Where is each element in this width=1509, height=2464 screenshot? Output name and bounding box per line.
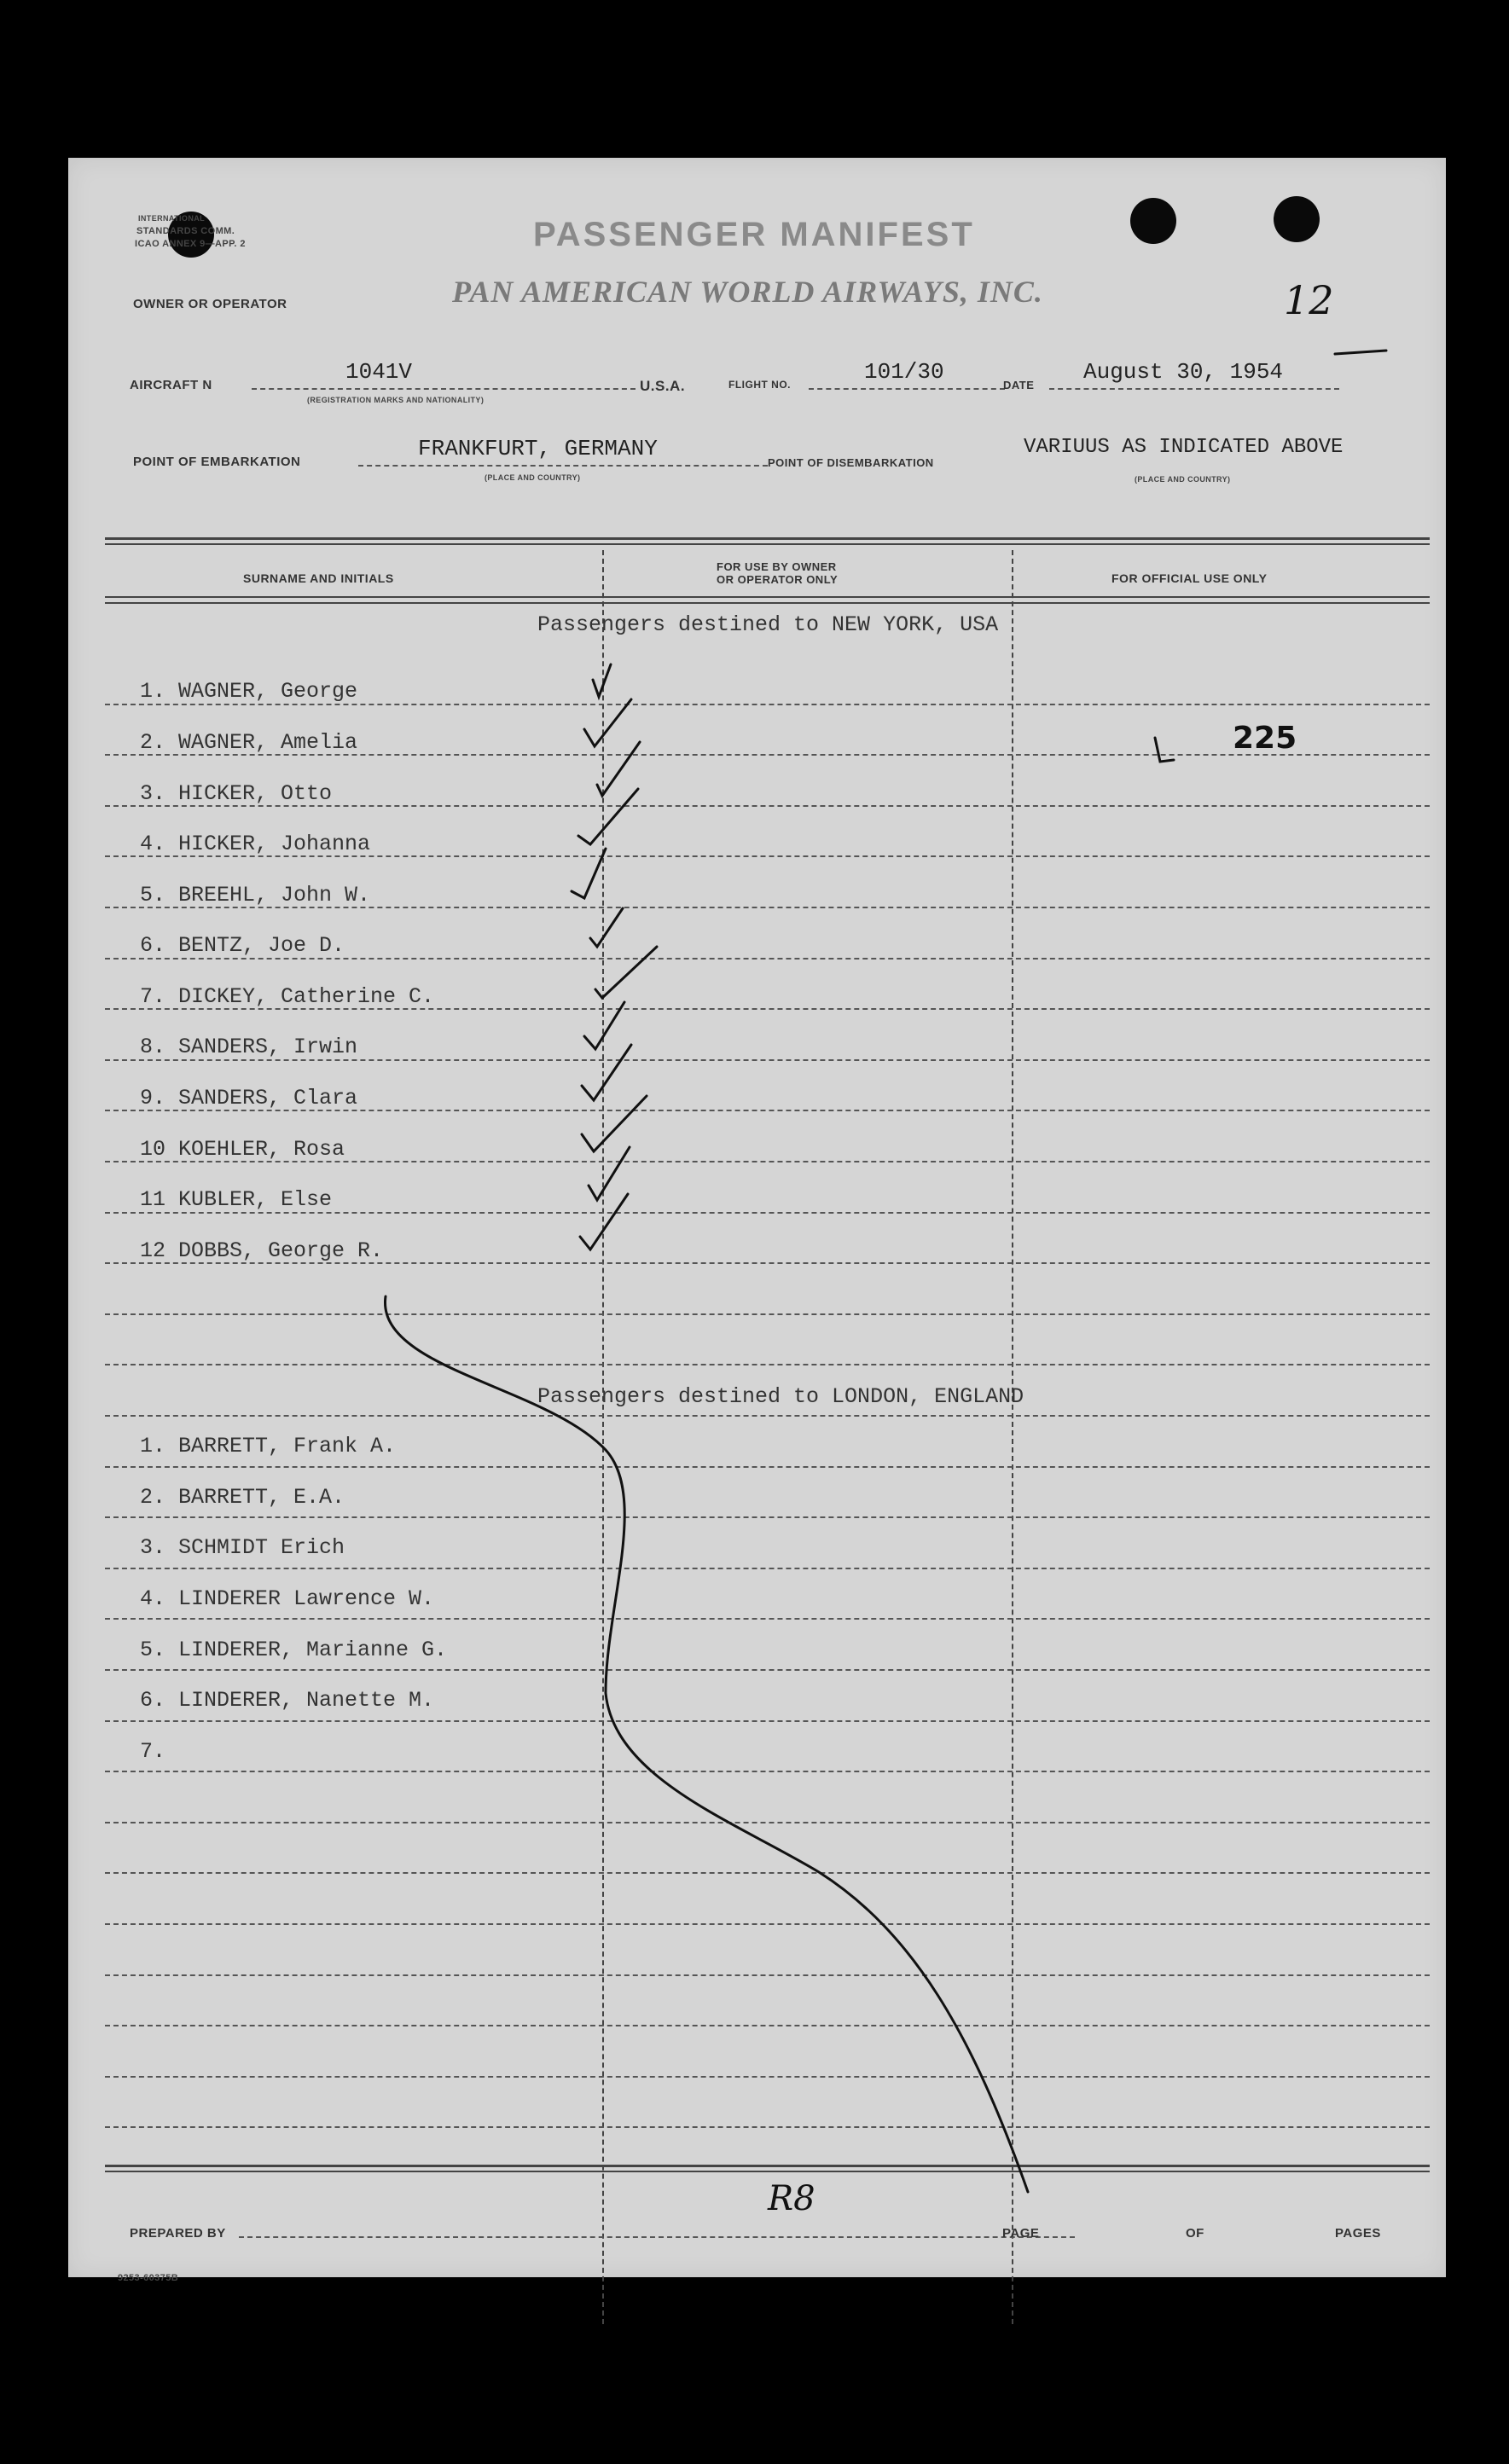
passenger-row: 12 DOBBS, George R. xyxy=(140,1238,384,1263)
check-mark xyxy=(580,1194,628,1249)
disembark-label: POINT OF DISEMBARKATION xyxy=(768,456,934,469)
passenger-row: 1. WAGNER, George xyxy=(140,679,358,704)
check-mark xyxy=(584,699,631,746)
passenger-row: 3. HICKER, Otto xyxy=(140,781,333,806)
passenger-row: 11 KUBLER, Else xyxy=(140,1187,333,1212)
passenger-row: 4. HICKER, Johanna xyxy=(140,832,371,856)
form-reference-line: ICAO ANNEX 9—APP. 2 xyxy=(135,239,246,249)
flight-value: 101/30 xyxy=(864,359,944,385)
owner-label: OWNER OR OPERATOR xyxy=(133,297,287,311)
of-label: OF xyxy=(1186,2226,1204,2241)
passenger-row: 3. SCHMIDT Erich xyxy=(140,1535,345,1560)
check-mark xyxy=(584,1002,624,1049)
passenger-row: 9. SANDERS, Clara xyxy=(140,1086,358,1110)
passenger-row: 7. xyxy=(140,1739,166,1764)
column-official-header: FOR OFFICIAL USE ONLY xyxy=(1111,571,1268,585)
check-mark xyxy=(578,789,638,844)
check-mark xyxy=(572,849,606,898)
aircraft-sublabel: (REGISTRATION MARKS AND NATIONALITY) xyxy=(307,396,485,404)
date-label: DATE xyxy=(1003,379,1035,391)
section-heading: Passengers destined to NEW YORK, USA xyxy=(537,612,999,637)
check-mark xyxy=(589,1147,630,1200)
embark-label: POINT OF EMBARKATION xyxy=(133,455,301,469)
check-mark xyxy=(597,742,640,796)
prepared-label: PREPARED BY xyxy=(130,2226,226,2241)
passenger-row: 7. DICKEY, Catherine C. xyxy=(140,984,435,1009)
passenger-row: 8. SANDERS, Irwin xyxy=(140,1035,358,1059)
form-title: PASSENGER MANIFEST xyxy=(533,216,975,253)
form-reference-line: INTERNATIONAL xyxy=(138,214,206,223)
passenger-row: 1. BARRETT, Frank A. xyxy=(140,1434,397,1458)
column-owner-header-line: OR OPERATOR ONLY xyxy=(717,573,839,586)
check-mark xyxy=(593,664,611,697)
handwriting-overlay xyxy=(68,158,1446,2277)
page-label: PAGE xyxy=(1002,2226,1040,2241)
official-note: 225 xyxy=(1233,721,1297,756)
date-value: August 30, 1954 xyxy=(1083,359,1284,385)
check-mark xyxy=(582,1096,647,1151)
strike-curve xyxy=(385,1296,1028,2192)
aircraft-value: 1041V xyxy=(345,359,413,385)
form-number: 9253-60375B xyxy=(118,2273,179,2283)
handwritten-mark xyxy=(1155,738,1174,762)
usa-label: U.S.A. xyxy=(640,378,686,394)
flight-label: FLIGHT NO. xyxy=(728,379,791,391)
embark-sublabel: (PLACE AND COUNTRY) xyxy=(485,473,581,482)
airline-name: PAN AMERICAN WORLD AIRWAYS, INC. xyxy=(452,275,1043,309)
form-reference-line: STANDARDS COMM. xyxy=(136,226,235,236)
check-mark xyxy=(582,1045,631,1100)
passenger-row: 5. BREEHL, John W. xyxy=(140,883,371,907)
check-mark xyxy=(595,947,657,998)
manifest-sheet xyxy=(68,158,1446,2283)
passenger-row: 10 KOEHLER, Rosa xyxy=(140,1137,345,1162)
passenger-row: 6. BENTZ, Joe D. xyxy=(140,933,345,958)
column-owner-header-line: FOR USE BY OWNER xyxy=(717,560,837,573)
section-heading: Passengers destined to LONDON, ENGLAND xyxy=(537,1384,1024,1409)
handwritten-page-count: 12 xyxy=(1284,277,1334,323)
embark-value: FRANKFURT, GERMANY xyxy=(418,436,658,461)
disembark-value: VARIUUS AS INDICATED ABOVE xyxy=(1024,436,1344,459)
column-surname-header: SURNAME AND INITIALS xyxy=(243,571,394,585)
aircraft-label: AIRCRAFT N xyxy=(130,378,212,392)
passenger-row: 2. BARRETT, E.A. xyxy=(140,1485,345,1510)
pages-label: PAGES xyxy=(1335,2226,1381,2241)
check-mark xyxy=(590,908,623,947)
passenger-row: 6. LINDERER, Nanette M. xyxy=(140,1688,435,1713)
passenger-row: 2. WAGNER, Amelia xyxy=(140,730,358,755)
passenger-row: 5. LINDERER, Marianne G. xyxy=(140,1638,448,1662)
handwritten-initials: R8 xyxy=(768,2179,815,2218)
passenger-row: 4. LINDERER Lawrence W. xyxy=(140,1586,435,1611)
disembark-sublabel: (PLACE AND COUNTRY) xyxy=(1135,475,1231,484)
handwritten-mark xyxy=(1335,351,1386,354)
